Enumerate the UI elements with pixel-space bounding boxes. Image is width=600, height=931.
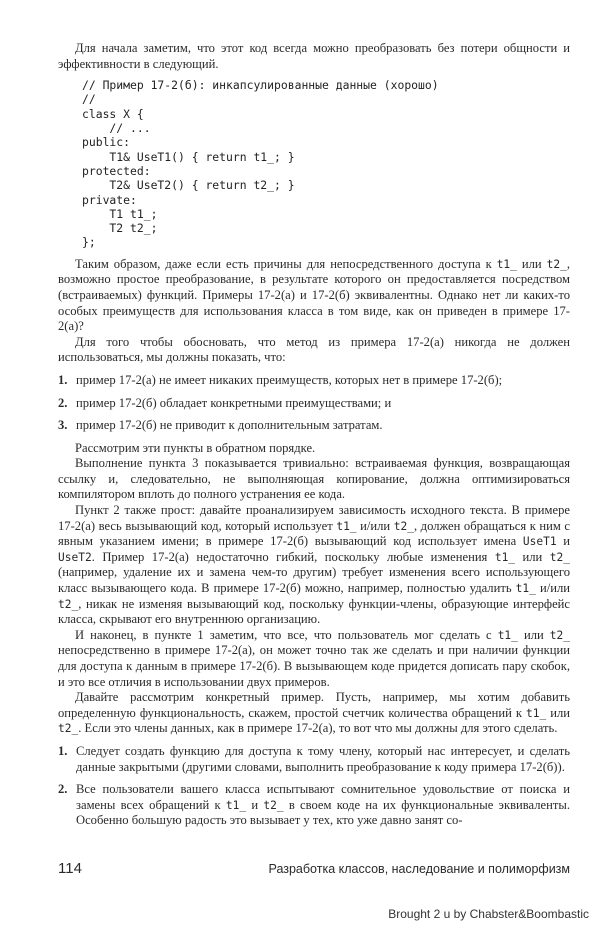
text-run: пример 17-2(б) обладает конкретными преимуществами; и: [76, 395, 392, 410]
inline-code: t2_: [546, 257, 567, 271]
inline-code: t2_: [58, 722, 79, 736]
scan-credit: Brought 2 u by Chabster&Boombastic: [388, 906, 589, 921]
text-run: И наконец, в пункте 1 заметим, что все, что пользователь мог сделать с: [75, 627, 498, 642]
code-line: private:: [82, 192, 137, 207]
running-head: Разработка классов, наследование и полиморфизм: [268, 861, 570, 876]
text-run: . Если это члены данных, как в примере 17-2(а), то вот что мы должны для этого сделать.: [78, 721, 558, 736]
paragraph: [58, 628, 570, 690]
code-line: protected:: [82, 163, 151, 178]
text-run: непосредственно в примере 17-2(а), он может точно так же сделать и при наличии функции для доступа к данным в примере 17-2(б). В вызывающем коде придется дописать пару скобок, и это все отличия в использовании двух примеров.: [58, 643, 570, 689]
inline-code: t1_: [525, 706, 547, 720]
page-body: [58, 41, 570, 836]
code-listing: [82, 78, 570, 250]
list-item: [58, 782, 570, 829]
inline-code: t1_: [515, 582, 536, 596]
text-run: или: [516, 256, 547, 271]
inline-code: t1_: [497, 628, 518, 642]
list-number: 3.: [58, 418, 68, 433]
code-line: // Пример 17-2(б): инкапсулированные данные (хорошо): [82, 78, 439, 93]
inline-code: t1_: [494, 550, 516, 564]
inline-code: t1_: [336, 519, 357, 533]
text-run: и: [246, 797, 264, 812]
code-line: //: [82, 92, 96, 107]
list-number: 1.: [58, 743, 68, 758]
page-number: 114: [58, 859, 82, 877]
text-run: в своем коде на их функциональные эквиваленты. Особенно большую радость это вызывает у тех, кто уже давно занят со-: [76, 797, 570, 828]
inline-code: UseT1: [522, 535, 557, 549]
text-run: Все пользователи вашего класса испытывают сомнительное удовольствие от поиска и замены всех обращений к: [76, 782, 570, 812]
text-run: и: [556, 534, 571, 549]
paragraph: [58, 335, 570, 366]
code-line: T2 t2_;: [82, 221, 158, 236]
text-run: , должен обращаться к ним с явным указанием имени; в примере 17-2(б) вызывающий код использует имена: [58, 518, 571, 549]
text-run: Выполнение пункта 3 показывается тривиально: встраиваемая функция, возвращающая ссылку и, следовательно, не выполняющая копирование, должна оптимизироваться компилятором вплоть до полного устранения ее кода.: [58, 456, 570, 502]
text-run: или: [515, 549, 550, 564]
code-line: };: [82, 235, 96, 250]
text-run: и/или: [356, 518, 394, 533]
text-run: . Пример 17-2(а) недостаточно гибкий, поскольку любые изменения: [91, 549, 495, 564]
inline-code: t2_: [263, 798, 284, 812]
paragraph: [58, 441, 570, 457]
text-run: Рассмотрим эти пункты в обратном порядке.: [75, 440, 316, 455]
inline-code: t2_: [549, 550, 570, 564]
inline-code: t2_: [58, 597, 79, 611]
numbered-list: [58, 373, 570, 434]
paragraph: [58, 257, 570, 335]
list-item-text: [76, 396, 570, 412]
inline-code: t2_: [393, 519, 414, 533]
code-line: // ...: [82, 121, 151, 136]
list-number: 1.: [58, 372, 68, 387]
code-line: T2& UseT2() { return t2_; }: [82, 178, 295, 193]
paragraph: [58, 41, 570, 72]
text-run: или: [546, 705, 570, 720]
text-run: и/или: [535, 581, 570, 596]
inline-code: UseT2: [58, 550, 92, 564]
text-run: пример 17-2(б) не приводит к дополнительным затратам.: [76, 418, 383, 433]
list-item: [58, 396, 570, 412]
numbered-list: [58, 744, 570, 829]
text-run: (например, удаление их и замена чем-то другим) требует изменения всего использующего класс вызывающего кода. В примере 17-2(б) можно, например, полностью удалить: [58, 565, 570, 596]
text-run: Для начала заметим, что этот код всегда можно преобразовать без потери общности и эффективности в следующий.: [58, 41, 570, 71]
list-number: 2.: [58, 395, 68, 410]
text-run: Следует создать функцию для доступа к тому члену, который нас интересует, и сделать данные закрытыми (другими словами, выполнить преобразование к коду примера 17-2(б)).: [76, 743, 570, 774]
text-run: пример 17-2(а) не имеет никаких преимуществ, которых нет в примере 17-2(б);: [76, 372, 503, 387]
inline-code: t1_: [496, 257, 517, 271]
list-item: [58, 744, 570, 775]
list-item: [58, 418, 570, 434]
inline-code: t1_: [225, 798, 247, 812]
code-line: class X {: [82, 106, 144, 121]
list-item-text: [76, 373, 570, 389]
paragraph: [58, 690, 570, 737]
list-number: 2.: [58, 782, 68, 797]
list-item: [58, 373, 570, 389]
text-run: , возможно простое преобразование, в результате которого он предоставляется посредством (встраиваемых) функций. Примеры 17-2(а) и 17-2(б) эквивалентны. Однако нет ли каких-то особых преимуществ для использования класса в том виде, как он приведен в примере 17-2(а)?: [58, 256, 570, 334]
text-run: Пункт 2 также прост: давайте проанализируем зависимость исходного текста. В примере 17-2(а) весь вызывающий код, который использует: [58, 503, 570, 533]
list-item-text: [76, 418, 570, 434]
code-line: T1& UseT1() { return t1_; }: [82, 149, 295, 164]
paragraph: [58, 503, 570, 628]
text-run: Давайте рассмотрим конкретный пример. Пусть, например, мы хотим добавить определенную функциональность, скажем, простой счетчик количества обращений к: [58, 690, 570, 720]
text-run: , никак не изменяя вызывающий код, поскольку функции-члены, образующие интерфейс класса, скрывают его внутреннюю организацию.: [58, 596, 570, 627]
inline-code: t2_: [549, 628, 571, 642]
text-run: Таким образом, даже если есть причины для непосредственного доступа к: [75, 256, 497, 271]
list-item-text: [76, 744, 570, 775]
code-line: T1 t1_;: [82, 206, 158, 221]
code-line: public:: [82, 135, 131, 150]
list-item-text: [76, 782, 570, 829]
text-run: Для того чтобы обосновать, что метод из примера 17-2(а) никогда не должен использоваться, мы должны показать, что:: [58, 334, 570, 365]
text-run: или: [517, 627, 550, 642]
paragraph: [58, 456, 570, 503]
